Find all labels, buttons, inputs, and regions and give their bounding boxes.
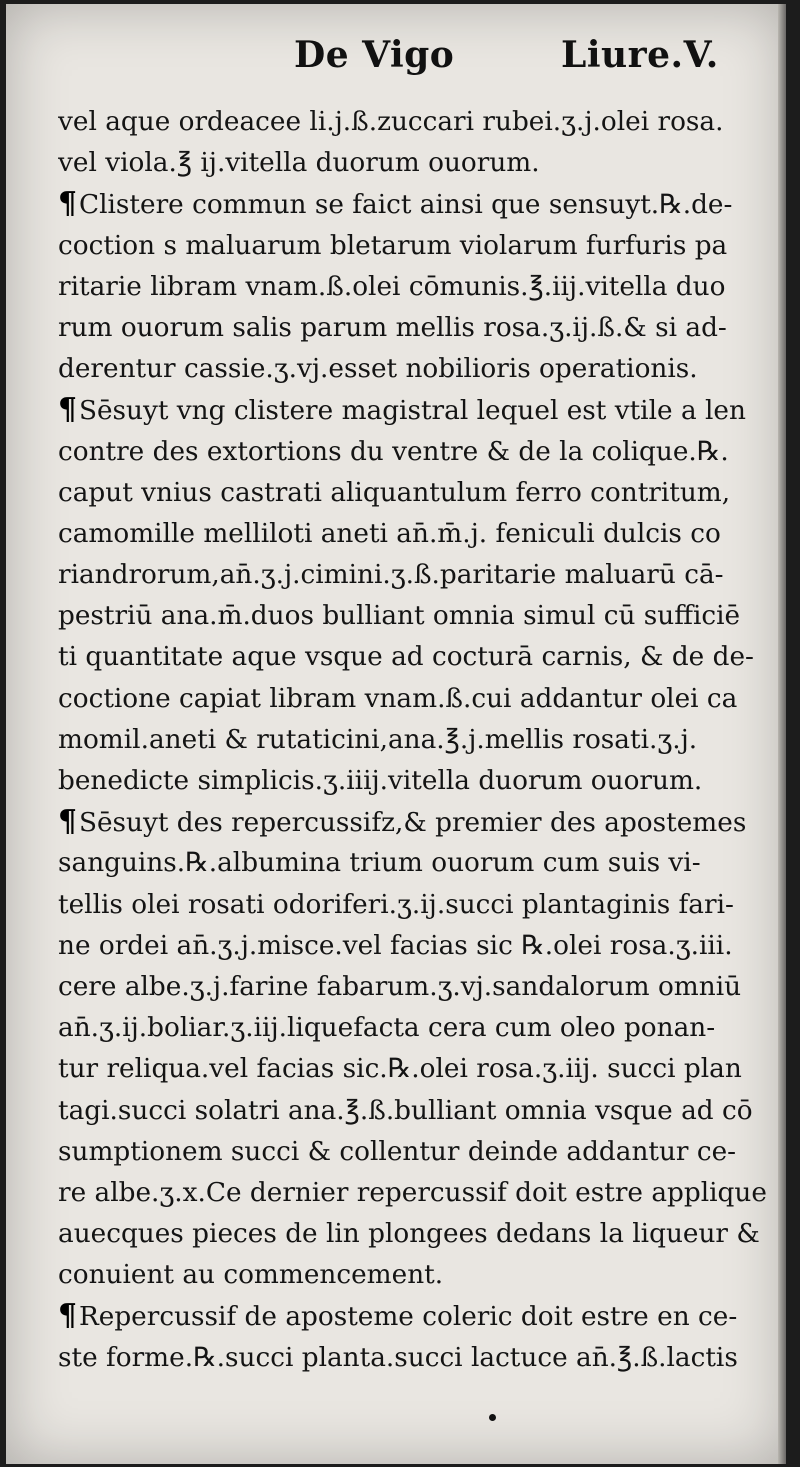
- line-text: coctione capiat libram vnam.ß.cui addantur olei ca: [58, 682, 738, 714]
- text-line: [58, 1007, 768, 1048]
- line-text: sumptionem succi & collentur deinde addantur ce-: [58, 1135, 737, 1167]
- line-text: caput vnius castrati aliquantulum ferro contritum,: [58, 476, 731, 508]
- page-ornament-dot: [489, 1414, 496, 1421]
- text-line: [58, 266, 768, 307]
- line-text: cere albe.ʒ.j.farine fabarum.ʒ.vj.sandalorum omniū: [58, 970, 742, 1002]
- text-line: [58, 1295, 768, 1336]
- line-text: re albe.ʒ.x.Ce dernier repercussif doit estre applique: [58, 1176, 767, 1208]
- text-line: [58, 431, 768, 472]
- text-line: [58, 1048, 768, 1089]
- line-text: Sēsuyt des repercussifz,& premier des apostemes: [78, 807, 747, 839]
- text-line: [58, 183, 768, 224]
- text-line: [58, 142, 768, 183]
- text-line: [58, 1254, 768, 1295]
- text-line: [58, 1131, 768, 1172]
- text-line: [58, 884, 768, 925]
- line-text: coction s maluarum bletarum violarum furfuris pa: [58, 229, 728, 261]
- text-line: [58, 1337, 768, 1378]
- line-text: rum ouorum salis parum mellis rosa.ʒ.ij.ß.& si ad-: [58, 311, 727, 343]
- text-line: [58, 760, 768, 801]
- body-text: [58, 101, 778, 1378]
- book-label: Liure.V.: [561, 34, 719, 76]
- line-text: momil.aneti & rutaticini,ana.℥.j.mellis rosati.ʒ.j.: [58, 723, 698, 755]
- line-text: vel aque ordeacee li.j.ß.zuccari rubei.ʒ.j.olei rosa.: [58, 106, 724, 137]
- line-text: pestriū ana.m̄.duos bulliant omnia simul cū sufficiē: [58, 600, 741, 632]
- text-line: [58, 1213, 768, 1254]
- line-text: derentur cassie.ʒ.vj.esset nobilioris operationis.: [58, 353, 698, 385]
- text-line: [58, 101, 768, 142]
- line-text: ne ordei an̄.ʒ.j.misce.vel facias sic ℞.olei rosa.ʒ.iii.: [58, 929, 733, 961]
- paragraph-mark-icon: ¶: [58, 804, 77, 840]
- text-line: [58, 348, 768, 389]
- line-text: riandrorum,an̄.ʒ.j.cimini.ʒ.ß.paritarie maluarū cā-: [58, 559, 724, 591]
- line-text: sanguins.℞.albumina trium ouorum cum suis vi-: [58, 847, 701, 879]
- text-line: [58, 389, 768, 430]
- line-text: ste forme.℞.succi planta.succi lactuce an̄.℥.ß.lactis: [58, 1341, 738, 1373]
- text-line: [58, 472, 768, 513]
- line-text: contre des extortions du ventre & de la colique.℞.: [58, 435, 729, 467]
- text-line: [58, 1090, 768, 1131]
- line-text: ritarie libram vnam.ß.olei cōmunis.℥.iij.vitella duo: [58, 270, 726, 302]
- text-line: [58, 513, 768, 554]
- line-text: tur reliqua.vel facias sic.℞.olei rosa.ʒ.iij. succi plan: [58, 1053, 742, 1085]
- text-line: [58, 719, 768, 760]
- line-text: auecques pieces de lin plongees dedans la liqueur &: [58, 1218, 760, 1250]
- book-page: [6, 4, 786, 1464]
- line-text: conuient au commencement.: [58, 1259, 444, 1291]
- text-line: [58, 307, 768, 348]
- paragraph-mark-icon: ¶: [58, 186, 77, 222]
- line-text: vel viola.℥ ij.vitella duorum ouorum.: [58, 147, 540, 179]
- line-text: tagi.succi solatri ana.℥.ß.bulliant omnia vsque ad cō: [58, 1094, 753, 1126]
- page-header: [6, 34, 786, 84]
- line-text: tellis olei rosati odoriferi.ʒ.ij.succi plantaginis fari-: [58, 888, 734, 920]
- text-line: [58, 842, 768, 883]
- text-line: [58, 636, 768, 677]
- paragraph-mark-icon: ¶: [58, 392, 77, 428]
- text-line: [58, 1172, 768, 1213]
- text-line: [58, 925, 768, 966]
- line-text: ti quantitate aque vsque ad cocturā carnis, & de de-: [58, 641, 754, 673]
- running-title: De Vigo: [294, 34, 455, 76]
- line-text: Sēsuyt vng clistere magistral lequel est vtile a len: [78, 395, 746, 427]
- line-text: Clistere commun se faict ainsi que sensuyt.℞.de-: [78, 189, 733, 221]
- line-text: benedicte simplicis.ʒ.iiij.vitella duorum ouorum.: [58, 765, 703, 796]
- text-line: [58, 595, 768, 636]
- text-line: [58, 966, 768, 1007]
- page-edge: [778, 4, 786, 1464]
- text-line: [58, 801, 768, 842]
- text-line: [58, 554, 768, 595]
- text-line: [58, 678, 768, 719]
- line-text: an̄.ʒ.ij.boliar.ʒ.iij.liquefacta cera cum oleo ponan-: [58, 1012, 716, 1044]
- line-text: camomille melliloti aneti an̄.m̄.j. feniculi dulcis co: [58, 517, 721, 549]
- text-line: [58, 225, 768, 266]
- paragraph-mark-icon: ¶: [58, 1298, 77, 1334]
- line-text: Repercussif de aposteme coleric doit estre en ce-: [78, 1301, 738, 1333]
